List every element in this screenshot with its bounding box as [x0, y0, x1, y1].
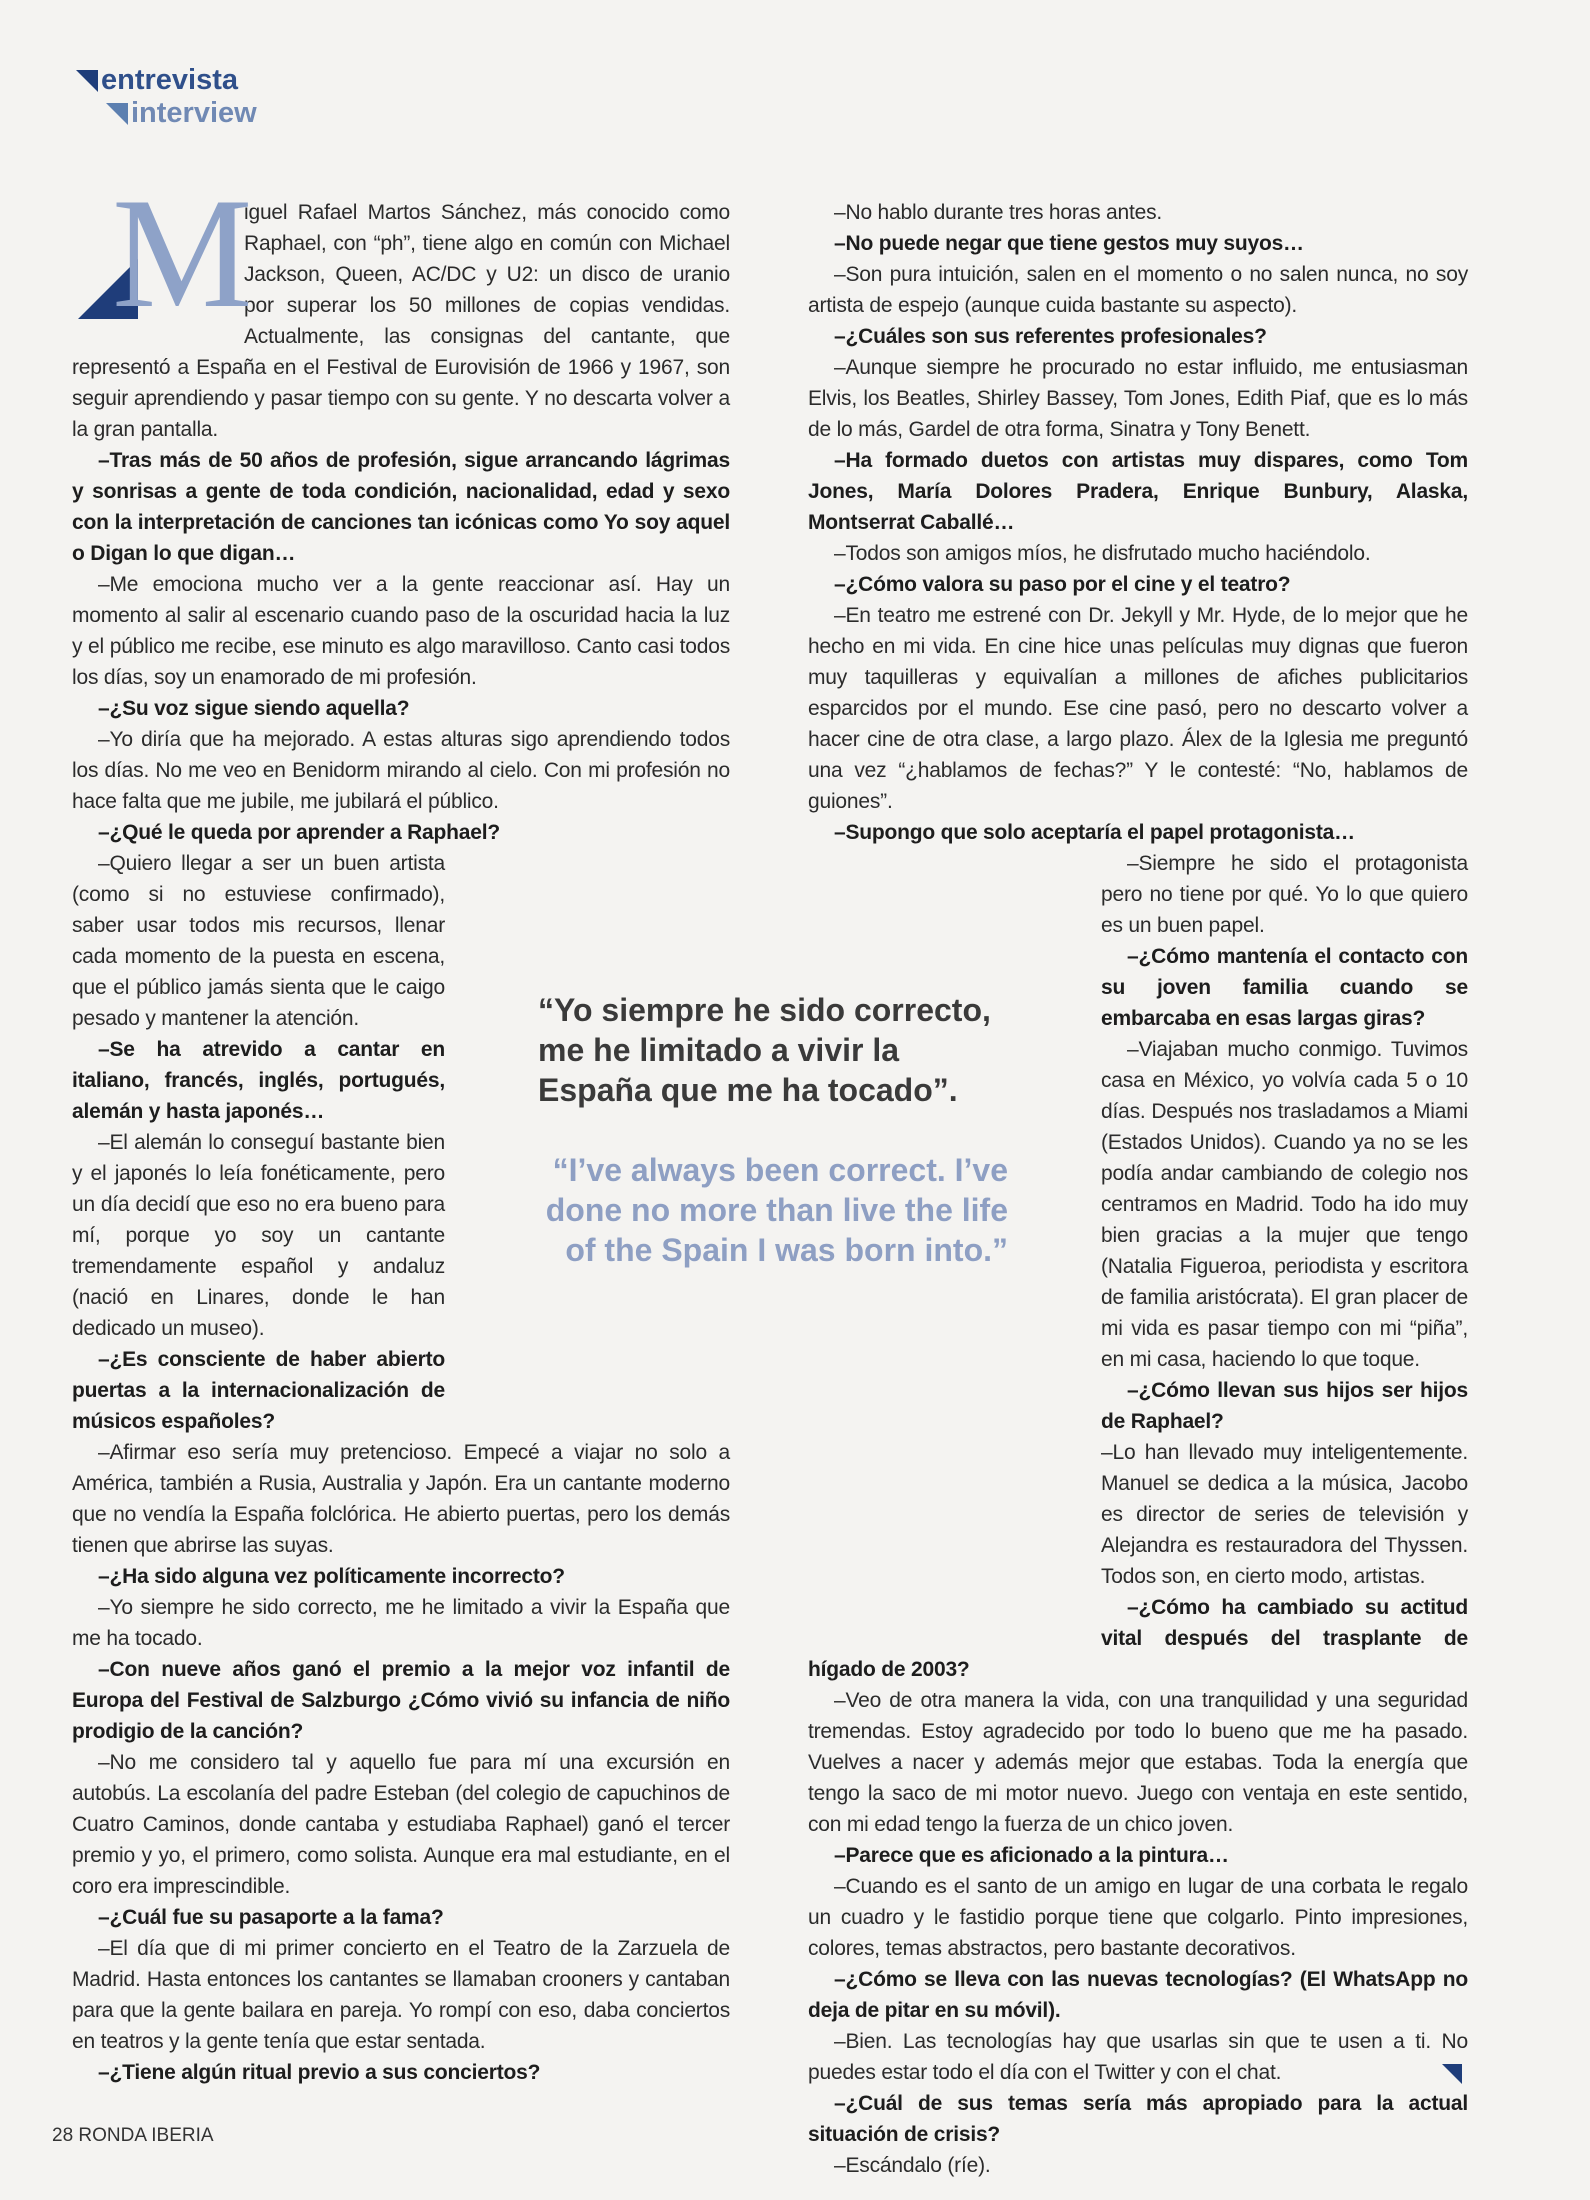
interview-answer: –Veo de otra manera la vida, con una tranquilidad y una seguridad tremendas. Estoy agradecido por todo lo bueno que me ha pasado. Vuelves a nacer y además mejor que estabas. Toda la energía que tengo la saco de mi motor nuevo. Juego con ventaja en este sentido, con mi edad tengo la fuerza de un chico joven. [808, 1689, 1468, 1836]
interview-question: –¿Cómo ha cambiado su actitud vital después del trasplante de hígado de 2003? [808, 1596, 1468, 1681]
interview-question: –Parece que es aficionado a la pintura… [834, 1844, 1229, 1867]
interview-question: –¿Qué le queda por aprender a Raphael? [98, 821, 501, 844]
interview-question: –¿Su voz sigue siendo aquella? [98, 697, 410, 720]
pull-quote-spanish: “Yo siempre he sido correcto, me he limitado a vivir la España que me ha tocado”. [538, 992, 991, 1108]
page-footer: 28 RONDA IBERIA [52, 2125, 214, 2146]
interview-answer: –En teatro me estrené con Dr. Jekyll y Mr. Hyde, de lo mejor que he hecho en mi vida. En cine hice unas películas muy dignas que fueron muy taquilleras y equivalían a millones de afiches publicitarios esparcidos por el mundo. Ese cine pasó, pero no descarto volver a hacer cine de otra clase, a largo plazo. Álex de la Iglesia me preguntó una vez “¿hablamos de fechas?” Y le contesté: “No, hablamos de guiones”. [808, 604, 1468, 813]
interview-answer: –Todos son amigos míos, he disfrutado mucho haciéndolo. [834, 542, 1371, 565]
interview-answer: –Escándalo (ríe). [834, 2154, 991, 2177]
interview-answer: –El día que di mi primer concierto en el Teatro de la Zarzuela de Madrid. Hasta entonces los cantantes se llamaban crooners y cantaban para que la gente bailara en pareja. Yo rompí con eso, daba conciertos en teatros y la gente tenía que estar sentada. [72, 1937, 730, 2053]
section-label-en [76, 95, 257, 128]
section-tag [76, 66, 257, 128]
interview-question: –Supongo que solo aceptaría el papel protagonista… [834, 821, 1355, 844]
section-label-es [76, 66, 257, 95]
interview-question: –¿Cómo valora su paso por el cine y el teatro? [834, 573, 1291, 596]
section-title-es: entrevista [101, 64, 239, 96]
interview-question: –¿Cómo se lleva con las nuevas tecnologías? (El WhatsApp no deja de pitar en su móvil). [808, 1968, 1468, 2022]
interview-answer: –Bien. Las tecnologías hay que usarlas sin que te usen a ti. No puedes estar todo el día con el Twitter y con el chat. [808, 2030, 1468, 2084]
interview-answer: –Siempre he sido el protagonista pero no tiene por qué. Yo lo que quiero es un buen papel. [1101, 852, 1468, 937]
interview-answer: iguel Rafael Martos Sánchez, más conocido como Raphael, con “ph”, tiene algo en común con Michael Jackson, Queen, AC/DC y U2: un disco de uranio por superar los 50 millones de copias vendidas. Actualmente, las consignas del cantante, que representó a España en el Festival de Eurovisión de 1966 y 1967, son seguir aprendiendo y pasar tiempo con su gente. Y no descarta volver a la gran pantalla. [72, 201, 730, 441]
interview-question: –¿Cómo mantenía el contacto con su joven familia cuando se embarcaba en esas largas giras? [1101, 945, 1468, 1030]
interview-answer: –El alemán lo conseguí bastante bien y el japonés lo leía fonéticamente, pero un día decidí que eso no era bueno para mí, porque yo soy un cantante tremendamente español y andaluz (nació en Linares, donde le han dedicado un museo). [72, 1131, 445, 1340]
interview-answer: –No hablo durante tres horas antes. [834, 201, 1163, 224]
interview-question: –Tras más de 50 años de profesión, sigue arrancando lágrimas y sonrisas a gente de toda condición, nacionalidad, edad y sexo con la interpretación de canciones tan icónicas como Yo soy aquel o Digan lo que digan… [72, 449, 730, 565]
interview-answer: –Cuando es el santo de un amigo en lugar de una corbata le regalo un cuadro y le fastidio porque tiene que colgarlo. Pinto impresiones, colores, temas abstractos, pero bastante decorativos. [808, 1875, 1468, 1960]
section-title-en: interview [131, 97, 257, 129]
interview-question: –Con nueve años ganó el premio a la mejor voz infantil de Europa del Festival de Salzburgo ¿Cómo vivió su infancia de niño prodigio de la canción? [72, 1658, 730, 1743]
triangle-marker-icon [106, 103, 128, 125]
pull-quote [538, 990, 1008, 1270]
interview-question: –No puede negar que tiene gestos muy suyos… [834, 232, 1304, 255]
drop-cap [72, 166, 253, 341]
interview-answer: –Son pura intuición, salen en el momento o no salen nunca, no soy artista de espejo (aunque cuida bastante su aspecto). [808, 263, 1468, 317]
end-of-article-icon [1442, 2064, 1462, 2084]
interview-answer: –Yo diría que ha mejorado. A estas alturas sigo aprendiendo todos los días. No me veo en Benidorm mirando al cielo. Con mi profesión no hace falta que me jubile, me jubilará el público. [72, 728, 730, 813]
interview-question: –¿Cuáles son sus referentes profesionales? [834, 325, 1267, 348]
interview-answer: –Quiero llegar a ser un buen artista (como si no estuviese confirmado), saber usar todos mis recursos, llenar cada momento de la puesta en escena, que el público jamás sienta que le caigo pesado y mantener la atención. [72, 852, 445, 1030]
interview-answer: –Yo siempre he sido correcto, me he limitado a vivir la España que me ha tocado. [72, 1596, 730, 1650]
interview-answer: –Viajaban mucho conmigo. Tuvimos casa en México, yo volvía cada 5 o 10 días. Después nos trasladamos a Miami (Estados Unidos). Cuando ya no se les podía andar cambiando de colegio nos centramos en Madrid. Todo ha ido muy bien gracias a la mujer que tengo (Natalia Figueroa, periodista y escritora de familia aristócrata). El gran placer de mi vida es pasar tiempo con mi “piña”, en mi casa, haciendo lo que toque. [1101, 1038, 1468, 1371]
interview-question: –¿Cuál de sus temas sería más apropiado para la actual situación de crisis? [808, 2092, 1468, 2146]
interview-question: –¿Cuál fue su pasaporte a la fama? [98, 1906, 444, 1929]
interview-question: –¿Tiene algún ritual previo a sus conciertos? [98, 2061, 541, 2084]
interview-question: –¿Es consciente de haber abierto puertas a la internacionalización de músicos españoles? [72, 1348, 445, 1433]
pull-quote-english: “I’ve always been correct. I’ve done no more than live the life of the Spain I was born into.” [545, 1152, 1008, 1268]
interview-answer: –Afirmar eso sería muy pretencioso. Empecé a viajar no solo a América, también a Rusia, Australia y Japón. Era un cantante moderno que no vendía la España folclórica. He abierto puertas, pero los demás tienen que abrirse las suyas. [72, 1441, 730, 1557]
triangle-marker-icon [76, 70, 98, 92]
interview-answer: –Lo han llevado muy inteligentemente. Manuel se dedica a la música, Jacobo es director de series de televisión y Alejandra es restauradora del Thyssen. Todos son, en cierto modo, artistas. [1101, 1441, 1468, 1588]
interview-answer: –Me emociona mucho ver a la gente reaccionar así. Hay un momento al salir al escenario cuando paso de la oscuridad hacia la luz y el público me recibe, ese minuto es algo maravilloso. Canto casi todos los días, soy un enamorado de mi profesión. [72, 573, 730, 689]
interview-answer: –Aunque siempre he procurado no estar influido, me entusiasman Elvis, los Beatles, Shirley Bassey, Tom Jones, Edith Piaf, que es lo más de lo más, Gardel de otra forma, Sinatra y Tony Benett. [808, 356, 1468, 441]
drop-cap-letter: M [112, 166, 253, 341]
interview-answer: –No me considero tal y aquello fue para mí una excursión en autobús. La escolanía del padre Esteban (del colegio de capuchinos de Cuatro Caminos, donde cantaba y estudiaba Raphael) ganó el tercer premio y yo, el primero, como solista. Aunque era mal estudiante, en el coro era imprescindible. [72, 1751, 730, 1898]
interview-question: –¿Ha sido alguna vez políticamente incorrecto? [98, 1565, 565, 1588]
interview-question: –Se ha atrevido a cantar en italiano, francés, inglés, portugués, alemán y hasta japonés… [72, 1038, 445, 1123]
interview-question: –¿Cómo llevan sus hijos ser hijos de Raphael? [1101, 1379, 1468, 1433]
interview-question: –Ha formado duetos con artistas muy dispares, como Tom Jones, María Dolores Pradera, Enrique Bunbury, Alaska, Montserrat Caballé… [808, 449, 1468, 534]
